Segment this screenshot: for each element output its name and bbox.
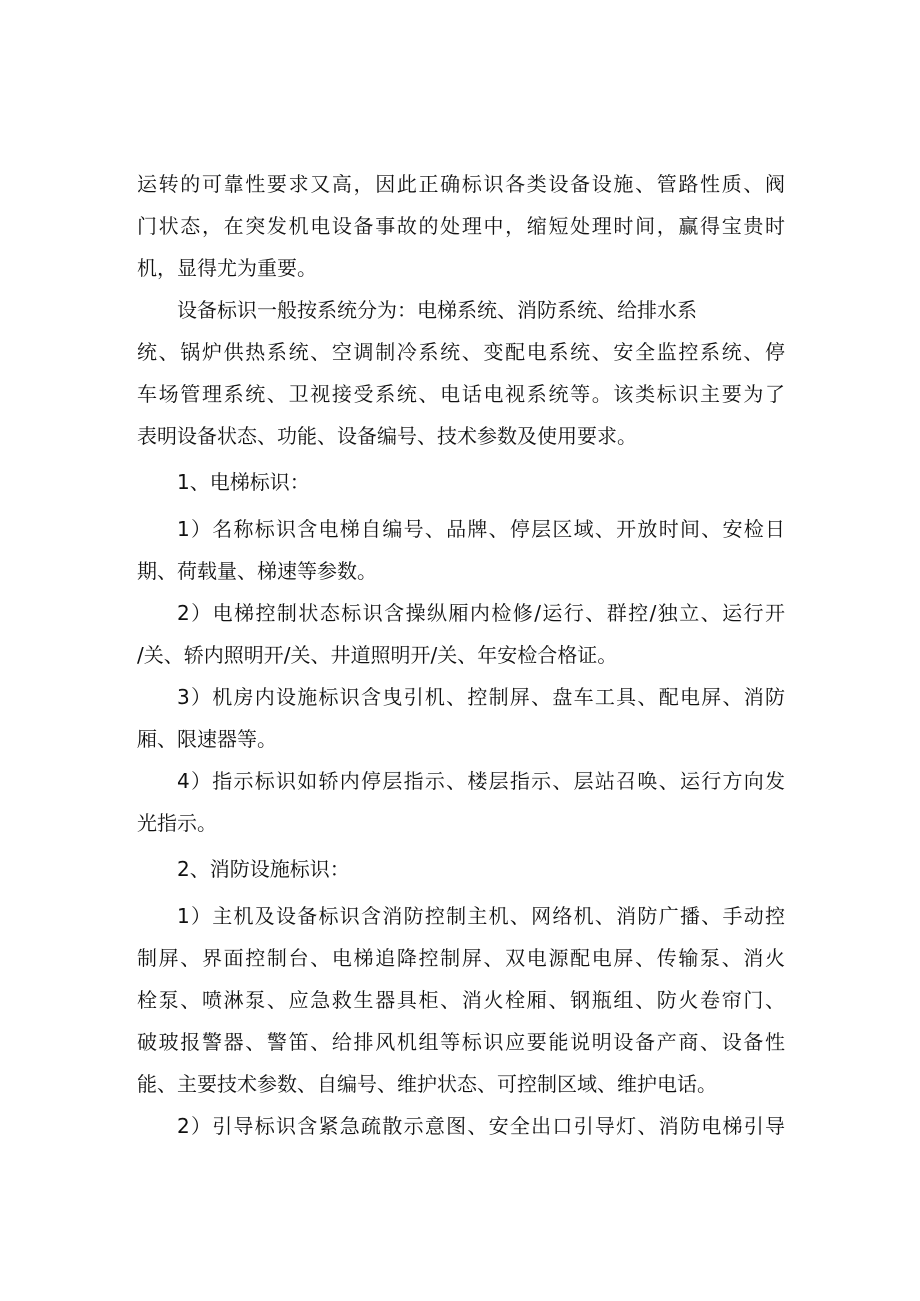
paragraph-line: 2）引导标识含紧急疏散示意图、安全出口引导灯、消防电梯引导: [177, 1114, 785, 1138]
paragraph-line: 制屏、界面控制台、电梯追降控制屏、双电源配电屏、传输泵、消火: [137, 946, 785, 970]
paragraph-line: 光指示。: [137, 811, 217, 835]
paragraph-line: 统、锅炉供热系统、空调制冷系统、变配电系统、安全监控系统、停: [137, 340, 785, 364]
paragraph-line: 破玻报警器、警笛、给排风机组等标识应要能说明设备产商、设备性: [137, 1030, 785, 1054]
paragraph-line: 车场管理系统、卫视接受系统、电话电视系统等。该类标识主要为了: [137, 382, 785, 406]
paragraph-line: 3）机房内设施标识含曳引机、控制屏、盘车工具、配电屏、消防: [177, 685, 785, 709]
paragraph-line: 运转的可靠性要求又高，因此正确标识各类设备设施、管路性质、阀: [137, 172, 785, 196]
paragraph-line: 4）指示标识如轿内停层指示、楼层指示、层站召唤、运行方向发: [177, 769, 785, 793]
paragraph-line: 厢、限速器等。: [137, 727, 277, 751]
paragraph-line: 1）主机及设备标识含消防控制主机、网络机、消防广播、手动控: [177, 904, 785, 928]
paragraph-line: 1）名称标识含电梯自编号、品牌、停层区域、开放时间、安检日: [177, 517, 785, 541]
paragraph-line: 栓泵、喷淋泵、应急救生器具柜、消火栓厢、钢瓶组、防火卷帘门、: [137, 988, 785, 1012]
paragraph-line: /关、轿内照明开/关、井道照明开/关、年安检合格证。: [137, 643, 618, 667]
paragraph-line: 表明设备状态、功能、设备编号、技术参数及使用要求。: [137, 424, 637, 448]
paragraph-line: 设备标识一般按系统分为：电梯系统、消防系统、给排水系: [177, 298, 697, 322]
section-heading: 2、消防设施标识：: [177, 857, 350, 881]
paragraph-line: 机，显得尤为重要。: [137, 256, 317, 280]
paragraph-line: 门状态，在突发机电设备事故的处理中，缩短处理时间，赢得宝贵时: [137, 214, 785, 238]
section-heading: 1、电梯标识：: [177, 470, 310, 494]
paragraph-line: 2）电梯控制状态标识含操纵厢内检修/运行、群控/独立、运行开: [177, 601, 785, 625]
paragraph-line: 期、荷载量、梯速等参数。: [137, 559, 377, 583]
paragraph-line: 能、主要技术参数、自编号、维护状态、可控制区域、维护电话。: [137, 1072, 717, 1096]
